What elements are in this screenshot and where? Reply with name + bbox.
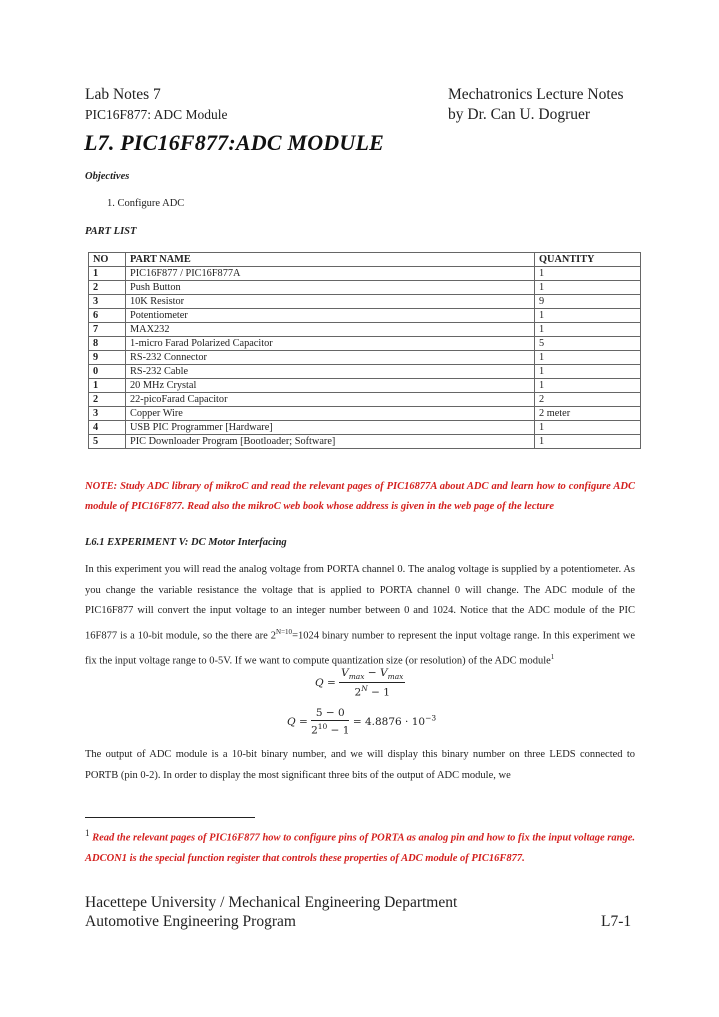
footnote-mark: 1 <box>85 828 90 838</box>
cell-no: 7 <box>89 323 126 337</box>
eq1-fraction <box>339 667 405 699</box>
cell-part-name: Copper Wire <box>126 407 535 421</box>
note-text: NOTE: Study ADC library of mikroC and read the relevant pages of PIC16877A about ADC and learn how to configure ADC module of PIC16F877. Read also the mikroC web book whose address is given in the web page of the lecture <box>85 481 635 512</box>
col-no-header: NO <box>89 253 126 267</box>
cell-no: 8 <box>89 337 126 351</box>
cell-part-name: 10K Resistor <box>126 295 535 309</box>
header-left-line2: PIC16F877: ADC Module <box>85 107 228 122</box>
footer-line1: Hacettepe University / Mechanical Engineering Department <box>85 894 458 911</box>
cell-quantity: 1 <box>535 281 641 295</box>
table-row <box>89 435 641 449</box>
part-list-body <box>89 267 641 449</box>
table-row <box>89 281 641 295</box>
objective-item: 1. Configure ADC <box>107 198 185 209</box>
equation-quantization-numeric <box>287 707 436 737</box>
header-right-line1: Mechatronics Lecture Notes <box>448 86 624 103</box>
cell-quantity: 5 <box>535 337 641 351</box>
experiment-heading: L6.1 EXPERIMENT V: DC Motor Interfacing <box>85 537 287 548</box>
cell-quantity: 1 <box>535 351 641 365</box>
footer-page-number: L7-1 <box>601 913 632 930</box>
objectives-heading: Objectives <box>85 171 130 182</box>
cell-quantity: 1 <box>535 365 641 379</box>
footnote <box>85 823 635 869</box>
cell-quantity: 1 <box>535 379 641 393</box>
table-row <box>89 365 641 379</box>
table-row <box>89 379 641 393</box>
cell-no: 1 <box>89 267 126 281</box>
col-part-name-header: PART NAME <box>126 253 535 267</box>
part-list-table <box>88 252 641 449</box>
cell-no: 0 <box>89 365 126 379</box>
cell-no: 5 <box>89 435 126 449</box>
footer-line2: Automotive Engineering Program <box>85 913 296 930</box>
col-quantity-header: QUANTITY <box>535 253 641 267</box>
table-row <box>89 393 641 407</box>
cell-part-name: Potentiometer <box>126 309 535 323</box>
part-list-heading: PART LIST <box>85 226 137 237</box>
eq2-numerator: 5 − 0 <box>311 707 349 721</box>
cell-part-name: RS-232 Cable <box>126 365 535 379</box>
eq1-lhs: Q = <box>315 676 336 689</box>
cell-part-name: 1-micro Farad Polarized Capacitor <box>126 337 535 351</box>
cell-part-name: USB PIC Programmer [Hardware] <box>126 421 535 435</box>
cell-no: 2 <box>89 393 126 407</box>
cell-quantity: 2 meter <box>535 407 641 421</box>
table-row <box>89 337 641 351</box>
eq2-denominator: $2^{10} - 1$ <box>311 722 350 737</box>
experiment-paragraph-2: The output of ADC module is a 10-bit binary number, and we will display this binary number on three LEDS connected to PORTB (pin 0-2). In order to display the most significant three bits of the output of ADC module, we <box>85 749 635 781</box>
cell-part-name: MAX232 <box>126 323 535 337</box>
cell-part-name: RS-232 Connector <box>126 351 535 365</box>
cell-part-name: 22-picoFarad Capacitor <box>126 393 535 407</box>
cell-no: 9 <box>89 351 126 365</box>
table-row <box>89 295 641 309</box>
para1-text-a: In this experiment you will read the analog voltage from PORTA channel 0. The analog voltage is supplied by a potentiometer. As you change the variable resistance the voltage that is applied to PORTA channel 0 will change. The ADC module of the PIC16F877 will convert the input voltage to an integer number between 0 and 1024. Notice that the ADC module of the PIC 16F877 is a 10-bit module, so the there are 2 <box>85 564 635 641</box>
cell-no: 3 <box>89 295 126 309</box>
cell-no: 6 <box>89 309 126 323</box>
table-row <box>89 309 641 323</box>
table-row <box>89 351 641 365</box>
table-row <box>89 407 641 421</box>
cell-part-name: Push Button <box>126 281 535 295</box>
equation-quantization-general <box>315 667 405 699</box>
cell-quantity: 1 <box>535 267 641 281</box>
eq2-lhs: Q = <box>287 715 308 728</box>
cell-quantity: 1 <box>535 435 641 449</box>
table-row <box>89 323 641 337</box>
cell-no: 3 <box>89 407 126 421</box>
header-right-line2: by Dr. Can U. Dogruer <box>448 106 591 123</box>
cell-part-name: PIC16F877 / PIC16F877A <box>126 267 535 281</box>
table-row <box>89 267 641 281</box>
footnote-divider <box>85 817 255 818</box>
cell-quantity: 1 <box>535 421 641 435</box>
cell-part-name: PIC Downloader Program [Bootloader; Software] <box>126 435 535 449</box>
eq2-fraction <box>311 707 349 737</box>
cell-no: 2 <box>89 281 126 295</box>
eq2-rhs: = $4.8876 \cdot 10^{-3}$ <box>352 713 437 728</box>
table-row <box>89 421 641 435</box>
page-title: L7. PIC16F877:ADC MODULE <box>84 130 384 155</box>
para1-text-b: =1024 binary number to represent the input voltage range. In this experiment we fix the input voltage range to 0-5V. If we want to compute quantization size (or resolution) of the ADC module <box>85 630 635 666</box>
cell-no: 1 <box>89 379 126 393</box>
cell-quantity: 1 <box>535 323 641 337</box>
cell-quantity: 1 <box>535 309 641 323</box>
header-left-line1: Lab Notes 7 <box>85 86 161 103</box>
footnote-ref: 1 <box>550 652 555 661</box>
eq1-denominator: $2^N - 1$ <box>354 684 390 699</box>
cell-part-name: 20 MHz Crystal <box>126 379 535 393</box>
cell-quantity: 2 <box>535 393 641 407</box>
eq1-numerator: $V_{max} - V_{max}$ <box>341 667 404 682</box>
para1-exponent: N=10 <box>276 627 293 636</box>
table-header-row <box>89 253 641 267</box>
footnote-text: Read the relevant pages of PIC16F877 how to configure pins of PORTA as analog pin and how to fix the input voltage range. ADCON1 is the special function register that controls these properties of ADC module of PIC16F877. <box>85 832 636 864</box>
cell-no: 4 <box>89 421 126 435</box>
cell-quantity: 9 <box>535 295 641 309</box>
experiment-paragraph-1 <box>85 560 635 672</box>
